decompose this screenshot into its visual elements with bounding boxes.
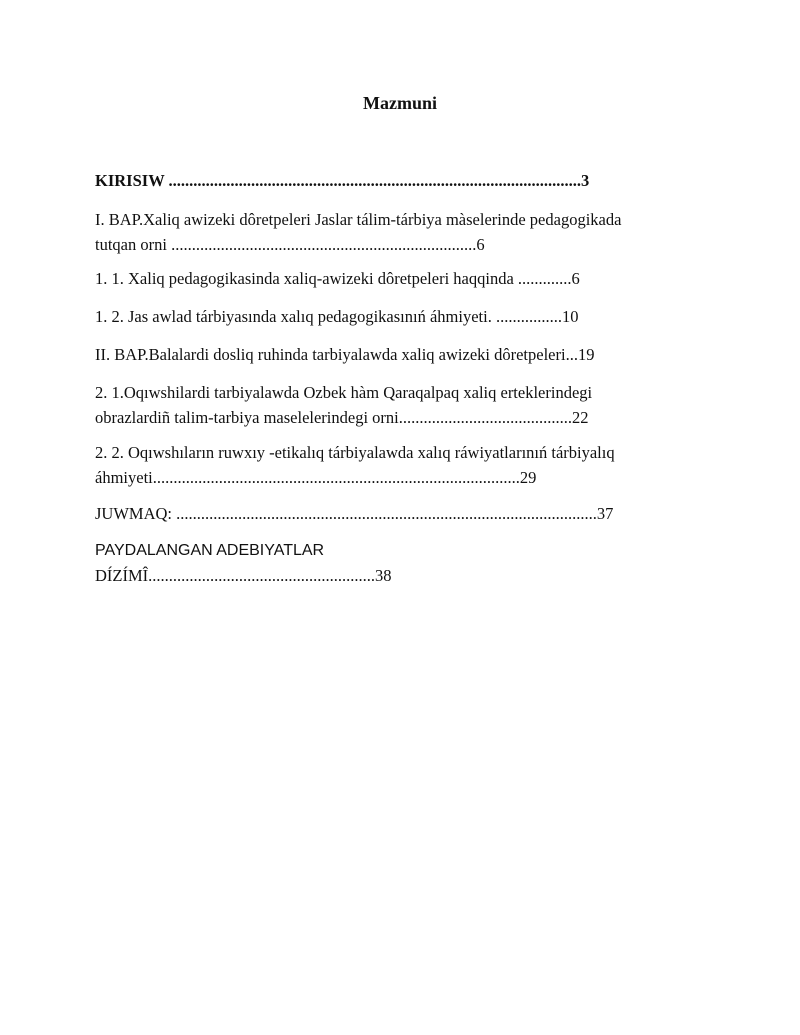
toc-entry-line: I. BAP.Xaliq awizeki dôretpeleri Jaslar tálim-tárbiya màselerinde pedagogikada xyxy=(95,210,622,229)
toc-entry-line: áhmiyeti.........................................................................................29 xyxy=(95,468,537,487)
toc-entry-bibliography xyxy=(95,538,705,588)
toc-entry-section-1-2 xyxy=(95,304,705,329)
toc-entry-line: 1. 1. Xaliq pedagogikasinda xaliq-awizeki dôretpeleri haqqinda .............6 xyxy=(95,269,580,288)
toc-entry-line: 1. 2. Jas awlad tárbiyasında xalıq pedagogikasınıń áhmiyeti. ................10 xyxy=(95,307,579,326)
page-title: Mazmuni xyxy=(363,93,437,113)
toc-entry-section-2-2 xyxy=(95,440,705,490)
toc-entry-section-2-1 xyxy=(95,380,705,430)
toc-entry-line: II. BAP.Balalardi dosliq ruhinda tarbiyalawda xaliq awizeki dôretpeleri...19 xyxy=(95,345,595,364)
toc-entry-chapter-1 xyxy=(95,207,705,257)
toc-entry-line: PAYDALANGAN ADEBIYATLAR xyxy=(95,542,325,559)
toc-entry-introduction xyxy=(95,168,705,193)
toc-entry-line: obrazlardiñ talim-tarbiya maselelerindegi orni..........................................22 xyxy=(95,408,589,427)
toc-entry-line: 2. 2. Oqıwshıların ruwxıy -etikalıq tárbiyalawda xalıq ráwiyatlarınıń tárbiyalıq xyxy=(95,443,615,462)
toc-entry-section-1-1 xyxy=(95,266,705,291)
toc-entry-conclusion xyxy=(95,501,705,526)
toc-entry-line: tutqan orni ..........................................................................6 xyxy=(95,235,485,254)
toc-entry-line: KIRISIW ....................................................................................................3 xyxy=(95,171,590,190)
toc-entry-chapter-2 xyxy=(95,342,705,367)
toc-entry-line: JUWMAQ: ......................................................................................................37 xyxy=(95,504,614,523)
toc-entry-line: DÍZÍMÎ.......................................................38 xyxy=(95,566,392,585)
toc-entry-line: 2. 1.Oqıwshilardi tarbiyalawda Ozbek hàm Qaraqalpaq xaliq erteklerindegi xyxy=(95,383,593,402)
